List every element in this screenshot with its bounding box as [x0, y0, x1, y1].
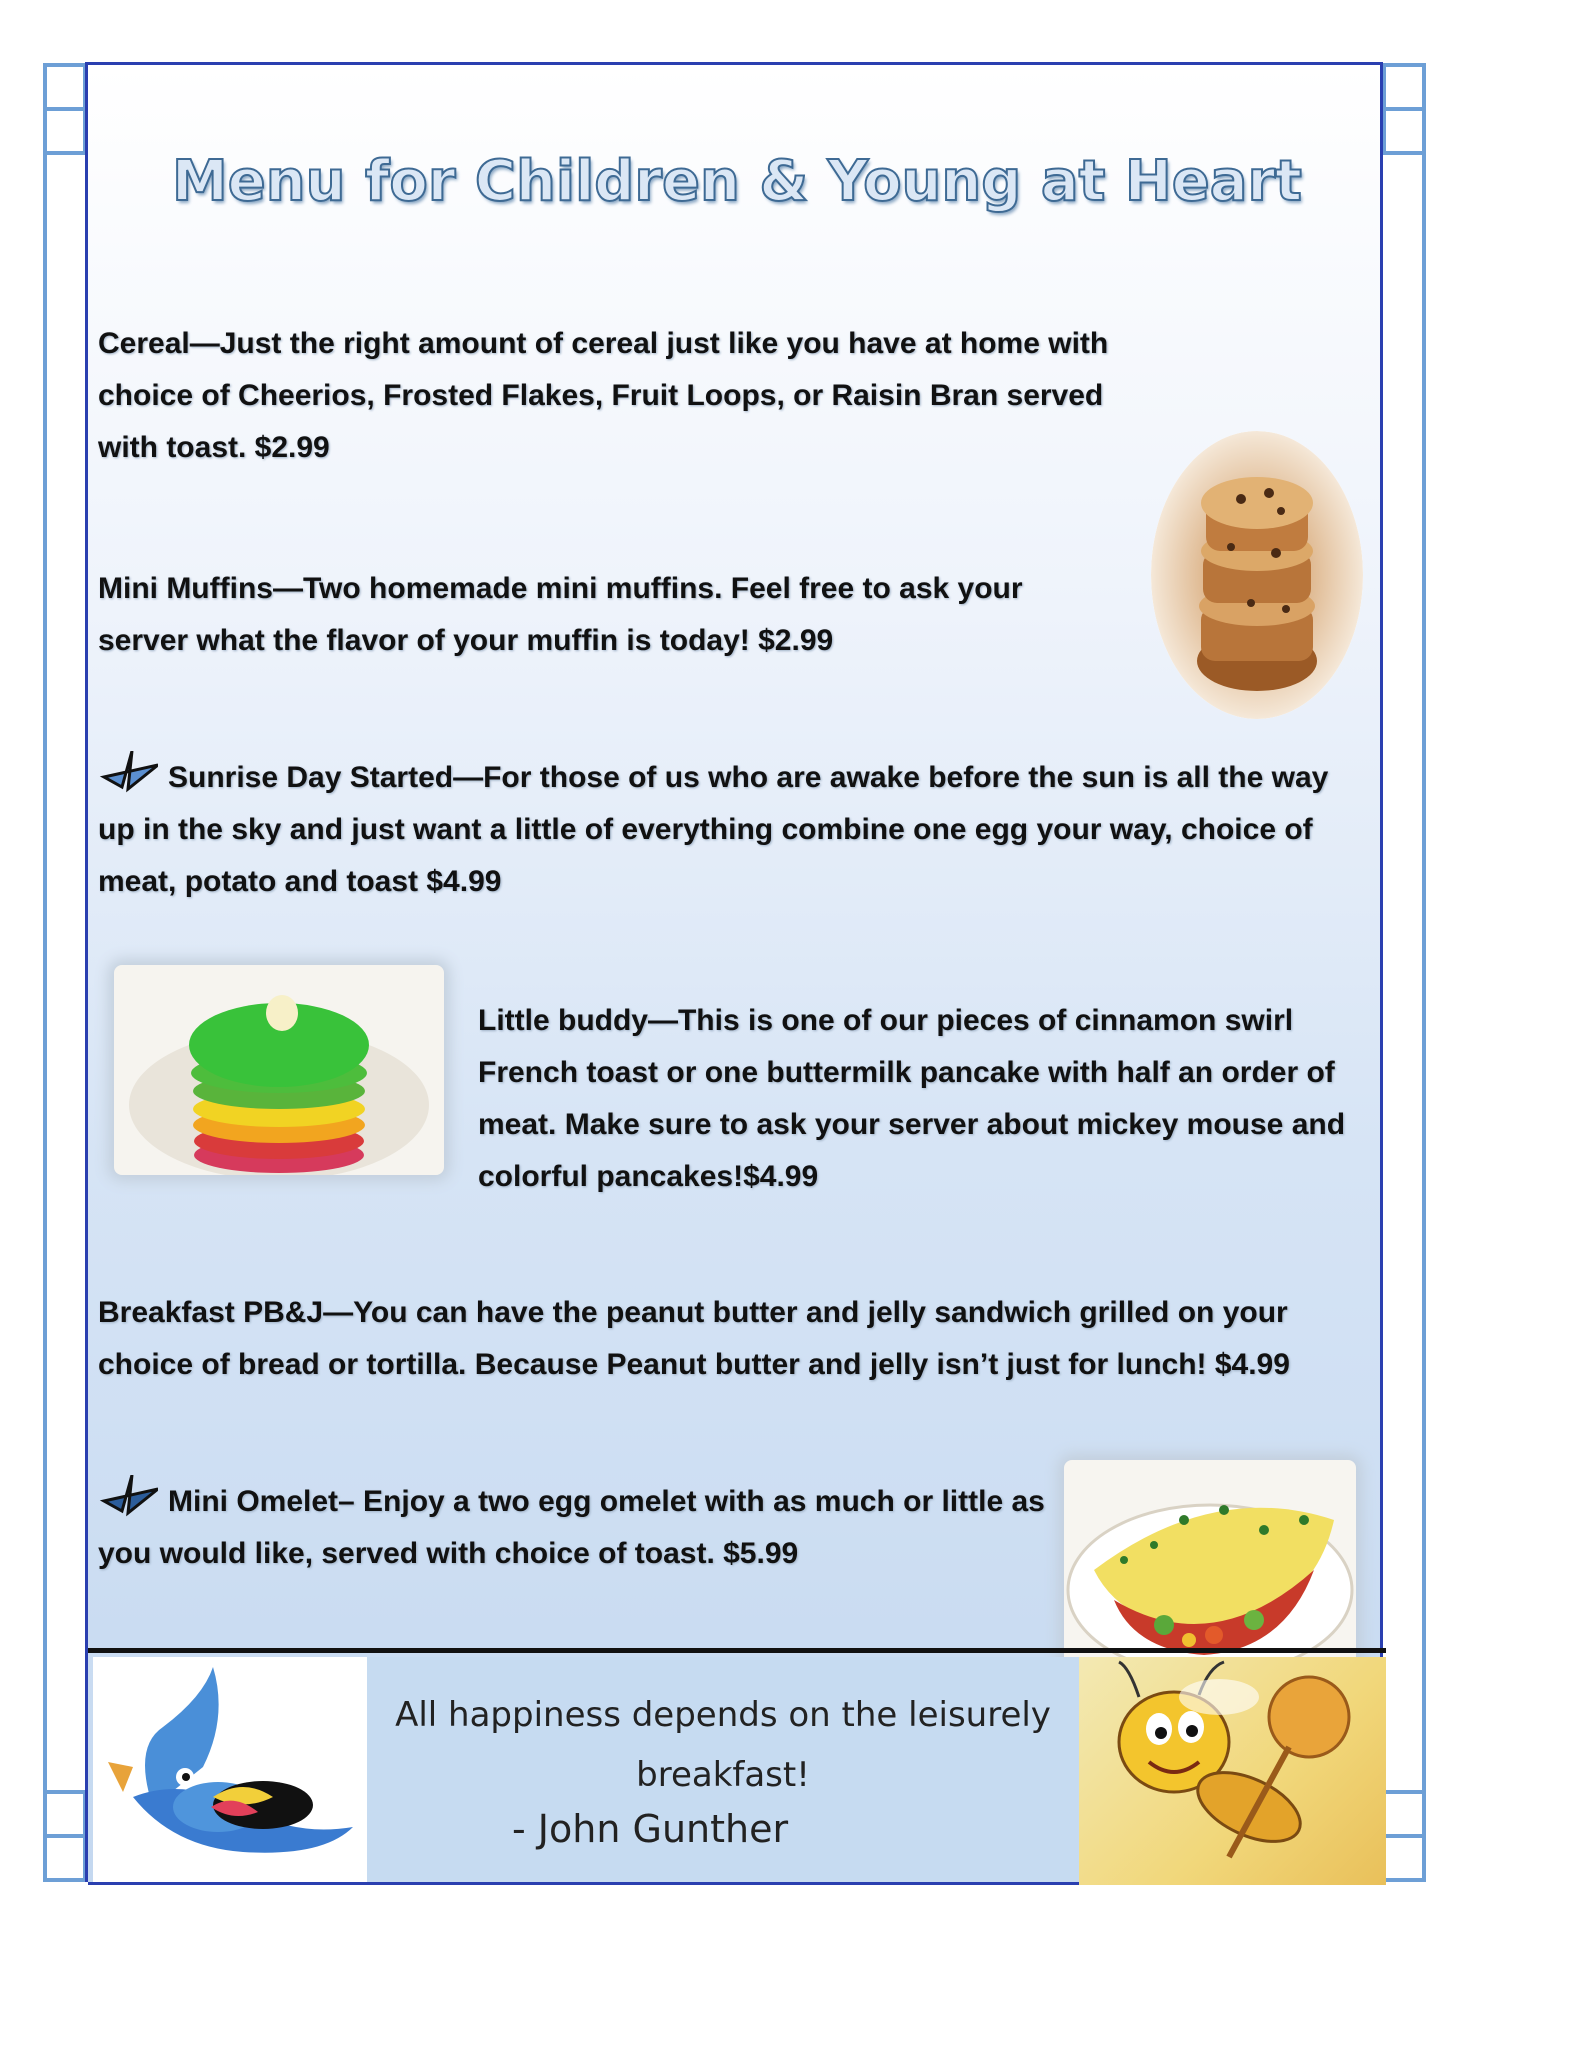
- frame-tab: [1382, 63, 1426, 111]
- footer-bottom-border: [88, 1882, 1079, 1885]
- menu-title: Menu for Children & Young at Heart: [172, 149, 1302, 214]
- menu-item-text: Breakfast PB&J—You can have the peanut butter and jelly sandwich grilled on your choice of bread or tortilla. Because Peanut butter and jelly isn’t just for lunch! $4.99: [98, 1296, 1290, 1381]
- menu-item-cereal: [98, 318, 1118, 474]
- footer-divider: [88, 1648, 1386, 1653]
- menu-item-little-buddy: [478, 995, 1378, 1203]
- menu-item-text: Cereal—Just the right amount of cereal just like you have at home with choice of Cheerios, Frosted Flakes, Fruit Loops, or Raisin Bran served with toast. $2.99: [98, 327, 1109, 464]
- frame-tab: [1382, 1790, 1426, 1838]
- menu-item-text: Mini Muffins—Two homemade mini muffins. Feel free to ask your server what the flavor of your muffin is today! $2.99: [98, 572, 1023, 657]
- frame-tab: [43, 107, 87, 155]
- quote-box: [367, 1657, 1079, 1882]
- frame-tab: [43, 1790, 87, 1838]
- menu-item-text: Mini Omelet– Enjoy a two egg omelet with as much or little as you would like, served with choice of toast. $5.99: [98, 1485, 1045, 1570]
- star-icon: [98, 1475, 158, 1519]
- frame-tab: [43, 1834, 87, 1882]
- frame-tab: [1382, 1834, 1426, 1882]
- menu-item-mini-omelet: [98, 1475, 1048, 1580]
- bee-mascot: [1079, 1657, 1386, 1885]
- menu-page: [85, 62, 1383, 1882]
- quote-author: - John Gunther: [512, 1807, 789, 1851]
- menu-item-text: Sunrise Day Started—For those of us who are awake before the sun is all the way up in the sky and just want a little of everything combine one egg your way, choice of meat, potato and toast $4.99: [98, 761, 1329, 898]
- muffins-photo: [1151, 431, 1363, 719]
- star-icon: [98, 751, 158, 795]
- menu-item-text: Little buddy—This is one of our pieces of cinnamon swirl French toast or one buttermilk pancake with half an order of meat. Make sure to ask your server about mickey mouse and colorful pancakes!$4.99: [478, 1004, 1346, 1193]
- frame-tab: [1382, 107, 1426, 155]
- frame-tab: [43, 63, 87, 111]
- menu-item-pbj: [98, 1287, 1378, 1391]
- menu-item-sunrise: [98, 751, 1368, 908]
- pancakes-photo: [114, 965, 444, 1175]
- menu-item-mini-muffins: [98, 563, 1098, 667]
- quote-text: All happiness depends on the leisurely breakfast!: [395, 1695, 1051, 1795]
- toucan-mascot: [93, 1657, 367, 1882]
